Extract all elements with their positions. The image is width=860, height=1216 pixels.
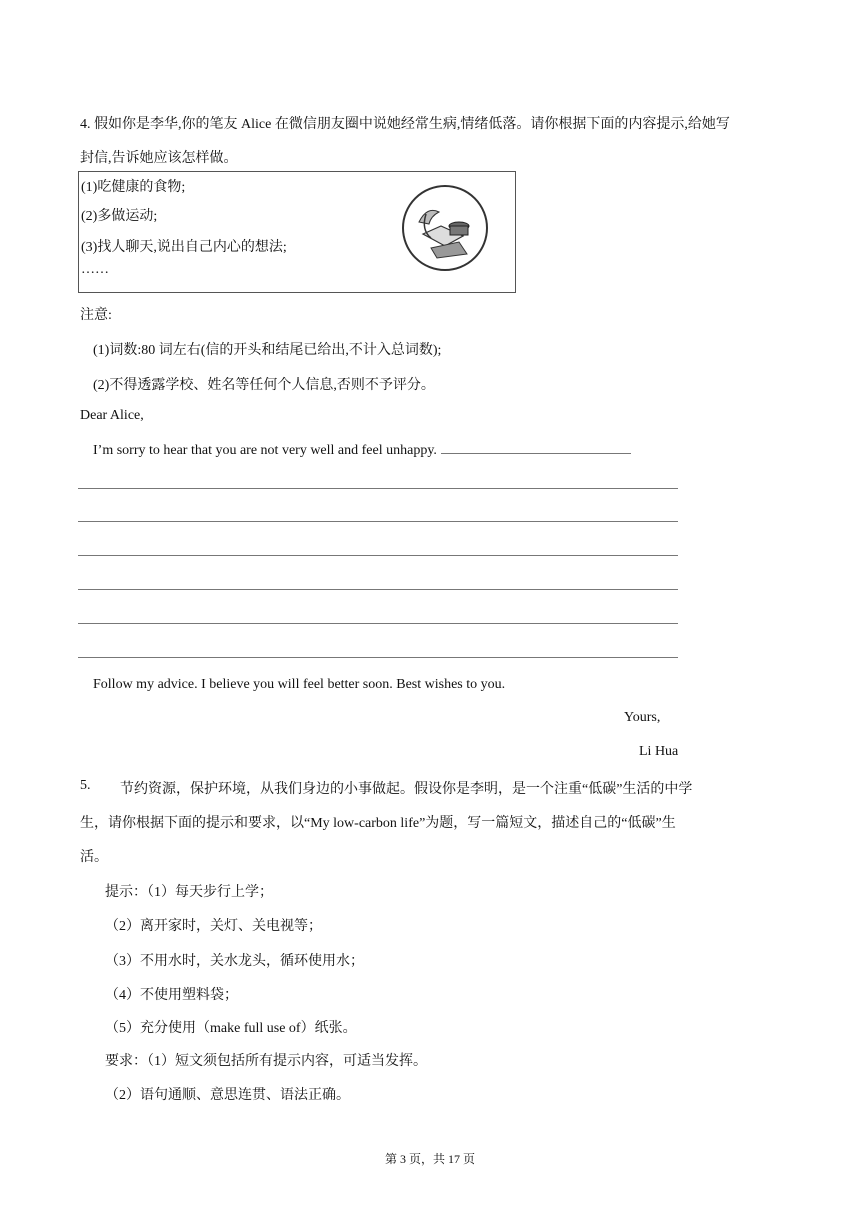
- answer-line[interactable]: [78, 521, 678, 522]
- q5-requirement: （2）语句通顺、意思连贯、语法正确。: [105, 1088, 350, 1103]
- q5-hint: 提示：（1）每天步行上学；: [105, 885, 273, 900]
- letter-closing: Follow my advice. I believe you will feel better soon. Best wishes to you.: [93, 677, 506, 692]
- q5-hint: （5）充分使用（make full use of）纸张。: [105, 1021, 357, 1036]
- q4-hint-box: [78, 171, 516, 293]
- hint-item: ……: [81, 262, 109, 277]
- answer-line[interactable]: [78, 623, 678, 624]
- answer-line[interactable]: [78, 555, 678, 556]
- healthy-life-illustration: [401, 184, 489, 272]
- answer-line[interactable]: [78, 488, 678, 489]
- q5-prompt-line2: 生，请你根据下面的提示和要求，以“My low-carbon life”为题，写一篇短文，描述自己的“低碳”生: [80, 816, 676, 831]
- hint-item: (3)找人聊天,说出自己内心的想法;: [81, 240, 287, 255]
- q5-prompt-line3: 活。: [80, 850, 108, 865]
- q4-prompt-line1: 4. 假如你是李华,你的笔友 Alice 在微信朋友圈中说她经常生病,情绪低落。请你根据下面的内容提示,给她写: [80, 117, 730, 132]
- q5-hint: （3）不用水时，关水龙头，循环使用水；: [105, 954, 364, 969]
- hint-item: (2)多做运动;: [81, 209, 158, 224]
- answer-line[interactable]: [78, 657, 678, 658]
- q5-prompt-line1: 节约资源，保护环境，从我们身边的小事做起。假设你是李明，是一个注重“低碳”生活的中学: [120, 782, 693, 797]
- letter-salutation: Dear Alice,: [80, 408, 144, 423]
- letter-opening-text: I’m sorry to hear that you are not very well and feel unhappy.: [93, 443, 437, 458]
- answer-line[interactable]: [78, 589, 678, 590]
- hint-item: (1)吃健康的食物;: [81, 180, 186, 195]
- note-item: (2)不得透露学校、姓名等任何个人信息,否则不予评分。: [93, 378, 435, 393]
- letter-opening: [93, 441, 631, 459]
- q5-hint: （4）不使用塑料袋；: [105, 988, 238, 1003]
- letter-sign-off: Yours,: [624, 710, 661, 725]
- page-footer: 第 3 页，共 17 页: [384, 1152, 475, 1166]
- answer-blank[interactable]: [441, 441, 631, 454]
- q5-number: 5.: [80, 778, 91, 793]
- note-item: (1)词数:80 词左右(信的开头和结尾已给出,不计入总词数);: [93, 343, 442, 358]
- q5-hint: （2）离开家时，关灯、关电视等；: [105, 919, 322, 934]
- q5-requirement: 要求：（1）短文须包括所有提示内容，可适当发挥。: [105, 1054, 427, 1069]
- q4-prompt-line2: 封信,告诉她应该怎样做。: [80, 151, 238, 166]
- note-label: 注意:: [80, 308, 112, 323]
- letter-signature: Li Hua: [639, 744, 679, 759]
